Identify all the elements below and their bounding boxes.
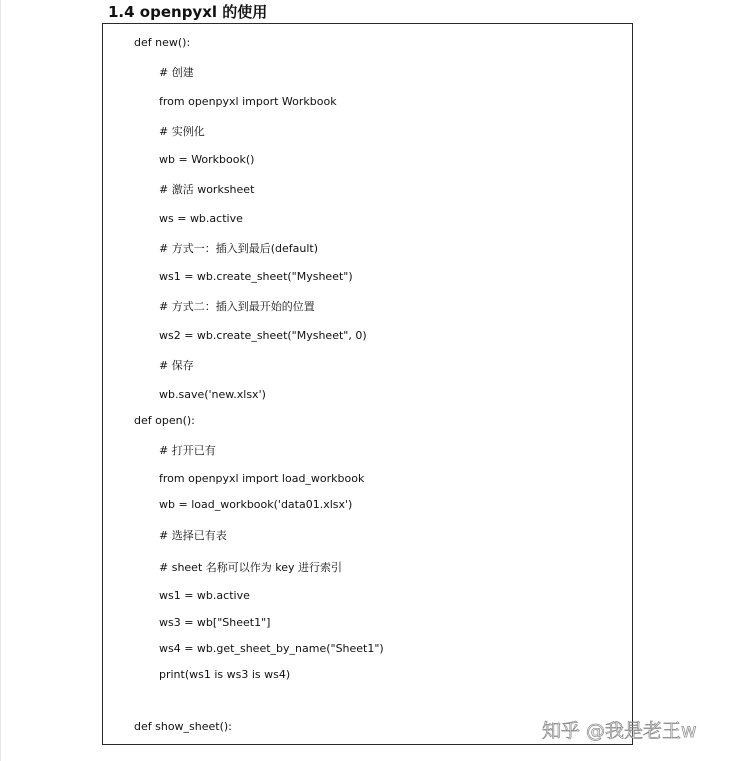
code-line: wb.save('new.xlsx') [159,388,266,401]
code-line: ws3 = wb["Sheet1"] [159,616,271,629]
code-line: ws1 = wb.active [159,589,250,602]
code-line: wb = load_workbook('data01.xlsx') [159,498,353,511]
code-comment: # 实例化 [159,125,205,138]
code-line: from openpyxl import Workbook [159,95,337,108]
code-comment: # 方式一：插入到最后(default) [159,242,318,255]
code-comment: # 选择已有表 [159,529,227,542]
code-line: ws1 = wb.create_sheet("Mysheet") [159,270,353,283]
code-line: def open(): [134,414,195,427]
page-edge-rule [0,0,1,761]
code-line: wb = Workbook() [159,153,255,166]
code-line: ws = wb.active [159,212,243,225]
code-line: ws2 = wb.create_sheet("Mysheet", 0) [159,329,367,342]
code-line: def show_sheet(): [134,720,232,733]
code-comment: # 激活 worksheet [159,183,255,196]
code-line: def new(): [134,36,191,49]
code-line: print(ws1 is ws3 is ws4) [159,668,291,681]
code-comment: # 打开已有 [159,444,216,457]
section-title: 1.4 openpyxl 的使用 [108,3,268,21]
code-comment: # sheet 名称可以作为 key 进行索引 [159,561,343,574]
watermark-text: 知乎 @我是老王w [542,720,697,742]
code-comment: # 创建 [159,66,194,79]
code-comment: # 方式二：插入到最开始的位置 [159,300,315,313]
code-line: from openpyxl import load_workbook [159,472,365,485]
code-comment: # 保存 [159,359,194,372]
code-line: ws4 = wb.get_sheet_by_name("Sheet1") [159,642,384,655]
